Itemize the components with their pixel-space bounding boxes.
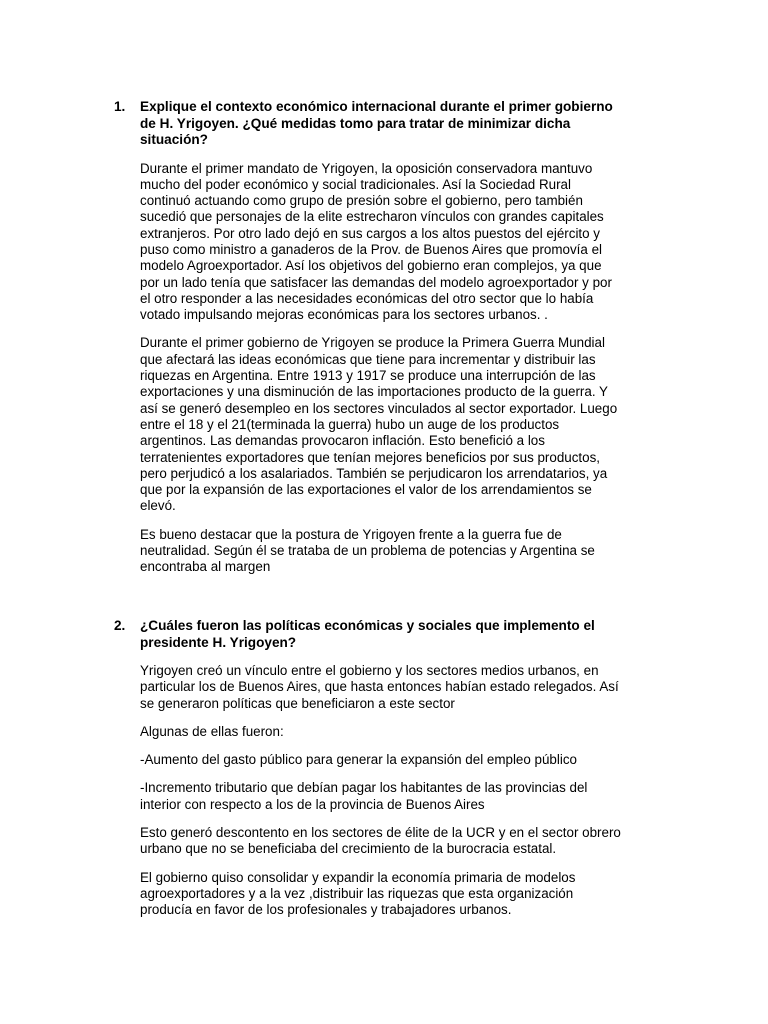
question-1-number: 1. <box>114 99 126 114</box>
question-2-heading <box>114 618 654 651</box>
answer-2-paragraph-4: -Incremento tributario que debían pagar los habitantes de las provincias del interior con respecto a los de la provincia de Buenos Aires <box>140 780 588 812</box>
question-2-answer <box>140 663 654 919</box>
answer-1-paragraph-2: Durante el primer gobierno de Yrigoyen se produce la Primera Guerra Mundial que afectará las ideas económicas que tiene para incrementar y distribuir las riquezas en Argentina. Entre 1913 y 1917 se produce una interrupción de las exportaciones y una disminución de las importaciones producto de la guerra. Y así se generó desempleo en los sectores vinculados al sector exportador. Luego entre el 18 y el 21(terminada la guerra) hubo un auge de los productos argentinos. Las demandas provocaron inflación. Esto benefició a los terratenientes exportadores que tenían mejores beneficios por sus productos, pero perjudicó a los asalariados. También se perjudicaron los arrendatarios, ya que por la expansión de las exportaciones el valor de los arrendamientos se elevó. <box>140 335 618 514</box>
question-1-answer <box>140 161 654 576</box>
question-2-title: ¿Cuáles fueron las políticas económicas y sociales que implemento el presidente H. Yrigoyen? <box>140 618 595 650</box>
question-2-number: 2. <box>114 618 126 633</box>
answer-1-paragraph-1: Durante el primer mandato de Yrigoyen, la oposición conservadora mantuvo mucho del poder económico y social tradicionales. Así la Sociedad Rural continuó actuando como grupo de presión sobre el gobierno, pero también sucedió que personajes de la elite estrecharon vínculos con grandes capitales extranjeros. Por otro lado dejó en sus cargos a los altos puestos del ejército y puso como ministro a ganaderos de la Prov. de Buenos Aires que promovía el modelo Agroexportador. Así los objetivos del gobierno eran complejos, ya que por un lado tenía que satisfacer las demandas del modelo agroexportador y por el otro responder a las necesidades económicas del otro sector que lo había votado impulsando mejoras económicas para los sectores urbanos. . <box>140 160 612 323</box>
question-2 <box>114 618 654 919</box>
answer-1-paragraph-3: Es bueno destacar que la postura de Yrigoyen frente a la guerra fue de neutralidad. Según él se trataba de un problema de potencias y Argentina se encontraba al margen <box>140 526 595 575</box>
answer-2-paragraph-6: El gobierno quiso consolidar y expandir la economía primaria de modelos agroexportadores y a la vez ,distribuir las riquezas que esta organización producía en favor de los profesionales y trabajadores urbanos. <box>140 869 576 918</box>
answer-2-paragraph-2: Algunas de ellas fueron: <box>140 723 284 739</box>
answer-2-paragraph-1: Yrigoyen creó un vínculo entre el gobierno y los sectores medios urbanos, en particular los de Buenos Aires, que hasta entonces habían estado relegados. Así se generaron políticas que beneficiaron a este sector <box>140 663 619 711</box>
answer-2-paragraph-3: -Aumento del gasto público para generar la expansión del empleo público <box>140 752 577 768</box>
question-1-heading <box>114 99 654 149</box>
question-1 <box>114 99 654 576</box>
question-1-title: Explique el contexto económico internacional durante el primer gobierno de H. Yrigoyen. ¿Qué medidas tomo para tratar de minimizar dicha situación? <box>140 99 613 147</box>
answer-2-paragraph-5: Esto generó descontento en los sectores de élite de la UCR y en el sector obrero urbano que no se beneficiaba del crecimiento de la burocracia estatal. <box>140 825 621 857</box>
